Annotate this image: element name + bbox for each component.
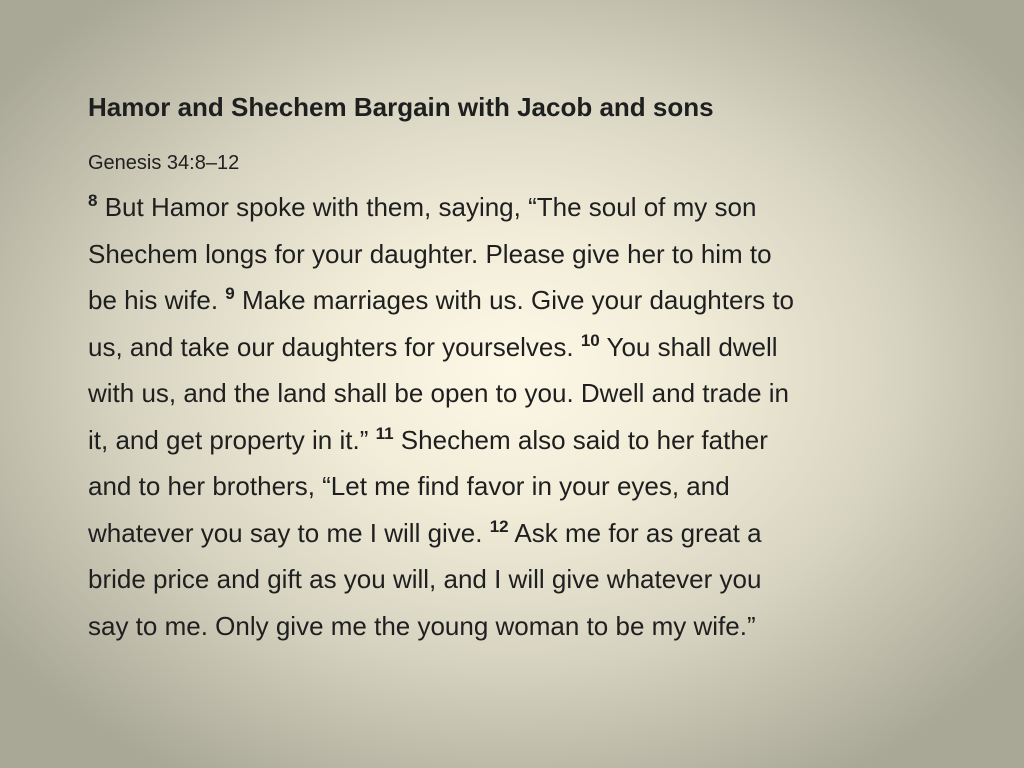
verse-text: Shechem longs for your daughter. Please give her to him to (88, 238, 772, 269)
verse-text: Make marriages with us. Give your daughters to (234, 285, 795, 315)
passage-line (88, 324, 948, 371)
passage-line (88, 184, 948, 231)
scripture-reference: Genesis 34:8–12 (88, 152, 240, 174)
verse-text: with us, and the land shall be open to you. Dwell and trade in (88, 378, 790, 408)
passage-line (88, 370, 948, 417)
passage-line (88, 556, 948, 603)
scripture-passage (88, 184, 948, 649)
verse-text: Shechem also said to her father (393, 424, 768, 455)
passage-line (88, 231, 948, 278)
verse-number: 8 (88, 191, 98, 210)
passage-line (88, 603, 948, 650)
verse-number: 9 (225, 284, 235, 303)
verse-number: 10 (580, 330, 600, 350)
verse-text: But Hamor spoke with them, saying, “The soul of my son (97, 192, 757, 222)
verse-text: it, and get property in it.” (88, 424, 376, 455)
verse-number: 12 (489, 516, 509, 536)
verse-text: bride price and gift as you will, and I will give whatever you (88, 564, 762, 594)
verse-text: say to me. Only give me the young woman to be my wife.” (88, 610, 756, 641)
passage-line (88, 277, 948, 324)
verse-text: us, and take our daughters for yourselves. (88, 331, 581, 362)
passage-line (88, 417, 948, 464)
verse-text: You shall dwell (599, 331, 778, 362)
verse-text: whatever you say to me I will give. (88, 517, 490, 548)
verse-number: 11 (375, 423, 394, 443)
passage-line (88, 510, 948, 557)
verse-text: be his wife. (88, 285, 226, 315)
verse-text: and to her brothers, “Let me find favor in your eyes, and (88, 471, 730, 501)
verse-text: Ask me for as great a (508, 517, 762, 548)
passage-line (88, 463, 948, 510)
slide-title: Hamor and Shechem Bargain with Jacob and sons (88, 92, 714, 122)
